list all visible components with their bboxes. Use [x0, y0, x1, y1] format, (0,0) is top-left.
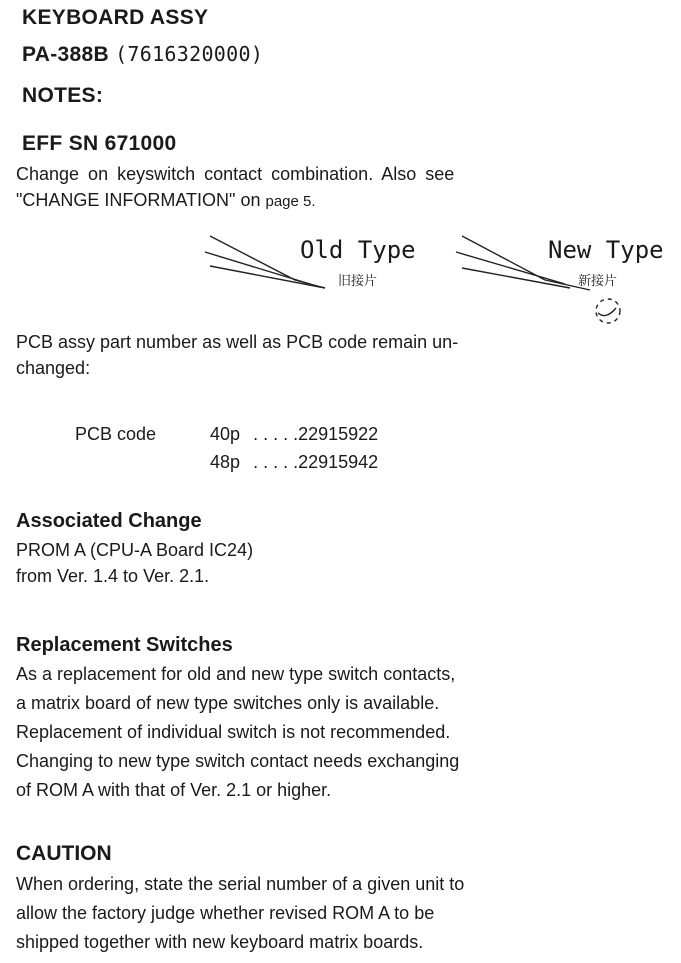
pcb-text-line-1: PCB assy part number as well as PCB code remain un-: [16, 332, 459, 352]
associated-change-line-2: from Ver. 1.4 to Ver. 2.1.: [16, 566, 210, 586]
associated-change-heading: Associated Change: [16, 510, 202, 532]
old-type-label-ja: 旧接片: [338, 274, 378, 289]
pcb-code-row: [210, 452, 378, 473]
page-reference: page 5.: [265, 193, 316, 210]
replacement-line: Changing to new type switch contact needs exchanging: [16, 751, 460, 771]
model-line: [22, 42, 263, 67]
change-line-2: [16, 190, 316, 211]
pcb-code-dots: . . . . .: [253, 452, 299, 472]
pcb-code-value: 22915922: [298, 424, 379, 444]
pcb-text-line-2: changed:: [16, 358, 91, 378]
associated-change-line-1: PROM A (CPU-A Board IC24): [16, 540, 254, 560]
change-line-1: Change on keyswitch contact combination. Also see: [16, 164, 455, 184]
caution-heading: CAUTION: [16, 842, 112, 865]
new-type-label-ja: 新接片: [578, 274, 618, 289]
replacement-line: of ROM A with that of Ver. 2.1 or higher.: [16, 780, 332, 800]
new-type-label: New Type: [548, 236, 664, 264]
effectivity-heading: EFF SN 671000: [22, 132, 177, 155]
replacement-line: As a replacement for old and new type switch contacts,: [16, 664, 456, 684]
replacement-line: Replacement of individual switch is not recommended.: [16, 722, 451, 742]
pcb-code-value: 22915942: [298, 452, 379, 472]
pcb-code-label: PCB code: [75, 424, 157, 444]
change-info-reference: "CHANGE INFORMATION" on: [16, 190, 261, 210]
notes-heading: NOTES:: [22, 84, 104, 107]
pcb-code-pins: 40p: [210, 424, 241, 444]
caution-line: allow the factory judge whether revised ROM A to be: [16, 903, 435, 923]
pcb-code-dots: . . . . .: [253, 424, 299, 444]
caution-line: shipped together with new keyboard matrix boards.: [16, 932, 424, 952]
model-number: PA-388B: [22, 43, 109, 66]
part-number: (7616320000): [115, 42, 264, 66]
old-type-label: Old Type: [300, 236, 416, 264]
document-title: KEYBOARD ASSY: [22, 6, 209, 29]
replacement-line: a matrix board of new type switches only is available.: [16, 693, 440, 713]
pcb-code-pins: 48p: [210, 452, 241, 472]
caution-line: When ordering, state the serial number of a given unit to: [16, 874, 465, 894]
replacement-heading: Replacement Switches: [16, 634, 233, 656]
pcb-code-row: [210, 424, 378, 445]
